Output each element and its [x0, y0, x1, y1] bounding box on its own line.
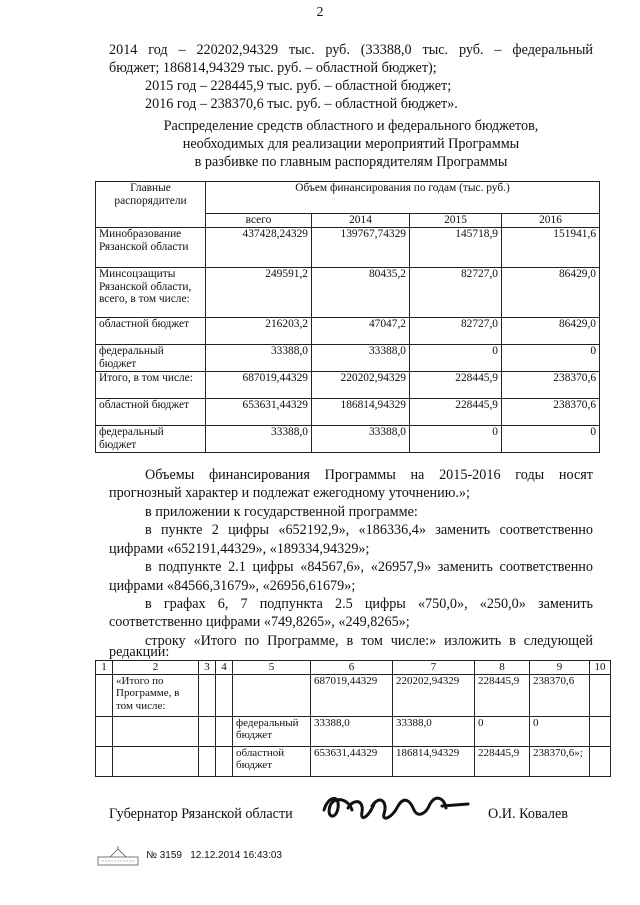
stamp-datetime: 12.12.2014 16:43:03	[190, 850, 282, 862]
cell-empty	[590, 674, 611, 716]
intro-line-2: бюджет; 186814,94329 тыс. руб. – областной бюджет);	[109, 60, 437, 76]
table-row	[96, 372, 600, 399]
cell-2015: 0	[410, 426, 502, 453]
col-header-1: 1	[96, 661, 113, 675]
col-header-6: 6	[311, 661, 393, 675]
body-line-6: в подпункте 2.1 цифры «84567,6», «26957,9» заменить соответственно	[145, 559, 593, 575]
cell-2016: 238370,6	[502, 399, 600, 426]
cell-total: 33388,0	[206, 345, 312, 372]
cell-col6: 653631,44329	[311, 746, 393, 776]
row-title	[113, 716, 199, 746]
cell-col8: 228445,9	[475, 674, 530, 716]
document-stamp	[96, 845, 282, 867]
row-name: областной бюджет	[96, 318, 206, 345]
cell-empty	[216, 716, 233, 746]
body-line-11: редакции:	[109, 644, 170, 660]
col-header-5: 5	[233, 661, 311, 675]
cell-source	[233, 674, 311, 716]
table-row	[96, 746, 611, 776]
row-name: федеральный бюджет	[96, 345, 206, 372]
body-line-4: в пункте 2 цифры «652192,9», «186336,4» заменить соответственно	[145, 522, 593, 538]
intro-line-3: 2015 год – 228445,9 тыс. руб. – областной бюджет;	[145, 78, 452, 94]
cell-2014: 80435,2	[312, 268, 410, 318]
cell-2015: 82727,0	[410, 268, 502, 318]
header-2014: 2014	[312, 214, 410, 228]
row-name: областной бюджет	[96, 399, 206, 426]
financing-table	[95, 181, 600, 453]
section-title-3: в разбивке по главным распорядителям Программы	[194, 154, 508, 170]
cell-col9: 238370,6»;	[530, 746, 590, 776]
cell-empty	[96, 716, 113, 746]
body-line-1: Объемы финансирования Программы на 2015-2016 годы носят	[145, 467, 593, 483]
cell-empty	[590, 746, 611, 776]
cell-2014: 33388,0	[312, 345, 410, 372]
cell-total: 249591,2	[206, 268, 312, 318]
body-line-5: цифрами «652191,44329», «189334,94329»;	[109, 541, 370, 557]
cell-total: 687019,44329	[206, 372, 312, 399]
cell-total: 216203,2	[206, 318, 312, 345]
table-row	[96, 716, 611, 746]
cell-empty	[590, 716, 611, 746]
table-row	[96, 268, 600, 318]
col-header-9: 9	[530, 661, 590, 675]
cell-2014: 220202,94329	[312, 372, 410, 399]
row-title: «Итого по Программе, в том числе:	[113, 674, 199, 716]
header-funding-group: Объем финансирования по годам (тыс. руб.)	[206, 182, 600, 214]
cell-2014: 33388,0	[312, 426, 410, 453]
cell-2016: 0	[502, 426, 600, 453]
header-2016: 2016	[502, 214, 600, 228]
registry-emblem-icon	[96, 845, 140, 867]
body-line-10: строку «Итого по Программе, в том числе:» изложить в следующей	[145, 633, 593, 649]
cell-total: 437428,24329	[206, 228, 312, 268]
header-total: всего	[206, 214, 312, 228]
cell-2015: 228445,9	[410, 372, 502, 399]
cell-2014: 139767,74329	[312, 228, 410, 268]
cell-2015: 0	[410, 345, 502, 372]
cell-col6: 687019,44329	[311, 674, 393, 716]
row-name: Итого, в том числе:	[96, 372, 206, 399]
cell-2016: 86429,0	[502, 318, 600, 345]
cell-total: 33388,0	[206, 426, 312, 453]
cell-empty	[96, 746, 113, 776]
section-title-2: необходимых для реализации мероприятий Программы	[182, 136, 520, 152]
header-distributors: Главные распорядители	[96, 182, 206, 228]
col-header-10: 10	[590, 661, 611, 675]
cell-2016: 238370,6	[502, 372, 600, 399]
cell-empty	[216, 746, 233, 776]
cell-source: федеральный бюджет	[233, 716, 311, 746]
body-line-9: соответственно цифрами «749,8265», «249,8265»;	[109, 614, 410, 630]
cell-2015: 145718,9	[410, 228, 502, 268]
cell-col9: 238370,6	[530, 674, 590, 716]
cell-col8: 0	[475, 716, 530, 746]
governor-name: О.И. Ковалев	[488, 806, 568, 822]
cell-col9: 0	[530, 716, 590, 746]
cell-2016: 0	[502, 345, 600, 372]
table-row	[96, 426, 600, 453]
col-header-3: 3	[199, 661, 216, 675]
cell-2015: 82727,0	[410, 318, 502, 345]
row-name: Минсоцзащиты Рязанской области, всего, в том числе:	[96, 268, 206, 318]
body-line-3: в приложении к государственной программе:	[145, 504, 418, 520]
body-line-7: цифрами «84566,31679», «26956,61679»;	[109, 578, 356, 594]
cell-empty	[216, 674, 233, 716]
section-title-1: Распределение средств областного и федерального бюджетов,	[163, 118, 539, 134]
col-header-2: 2	[113, 661, 199, 675]
body-line-8: в графах 6, 7 подпункта 2.5 цифры «750,0», «250,0» заменить	[145, 596, 593, 612]
cell-col7: 33388,0	[393, 716, 475, 746]
table-row	[96, 318, 600, 345]
table-row	[96, 399, 600, 426]
col-header-4: 4	[216, 661, 233, 675]
cell-2016: 151941,6	[502, 228, 600, 268]
header-2015: 2015	[410, 214, 502, 228]
handwritten-signature	[318, 788, 478, 828]
cell-2015: 228445,9	[410, 399, 502, 426]
col-header-7: 7	[393, 661, 475, 675]
cell-empty	[96, 674, 113, 716]
intro-line-1: 2014 год – 220202,94329 тыс. руб. (33388,0 тыс. руб. – федеральный	[109, 42, 593, 58]
table-row	[96, 228, 600, 268]
cell-total: 653631,44329	[206, 399, 312, 426]
table-row	[96, 345, 600, 372]
cell-empty	[199, 674, 216, 716]
cell-empty	[199, 746, 216, 776]
cell-col7: 220202,94329	[393, 674, 475, 716]
cell-col6: 33388,0	[311, 716, 393, 746]
row-title	[113, 746, 199, 776]
body-line-2: прогнозный характер и подлежат ежегодному уточнению.»;	[109, 485, 470, 501]
program-total-table	[95, 660, 611, 777]
cell-2014: 186814,94329	[312, 399, 410, 426]
table-row	[96, 674, 611, 716]
cell-2016: 86429,0	[502, 268, 600, 318]
cell-col7: 186814,94329	[393, 746, 475, 776]
col-header-8: 8	[475, 661, 530, 675]
cell-empty	[199, 716, 216, 746]
cell-2014: 47047,2	[312, 318, 410, 345]
cell-source: областной бюджет	[233, 746, 311, 776]
governor-title: Губернатор Рязанской области	[109, 806, 293, 822]
page-number: 2	[316, 5, 324, 20]
intro-line-4: 2016 год – 238370,6 тыс. руб. – областной бюджет».	[145, 96, 458, 112]
row-name: федеральный бюджет	[96, 426, 206, 453]
stamp-number: № 3159	[146, 850, 182, 862]
cell-col8: 228445,9	[475, 746, 530, 776]
row-name: Минобразование Рязанской области	[96, 228, 206, 268]
